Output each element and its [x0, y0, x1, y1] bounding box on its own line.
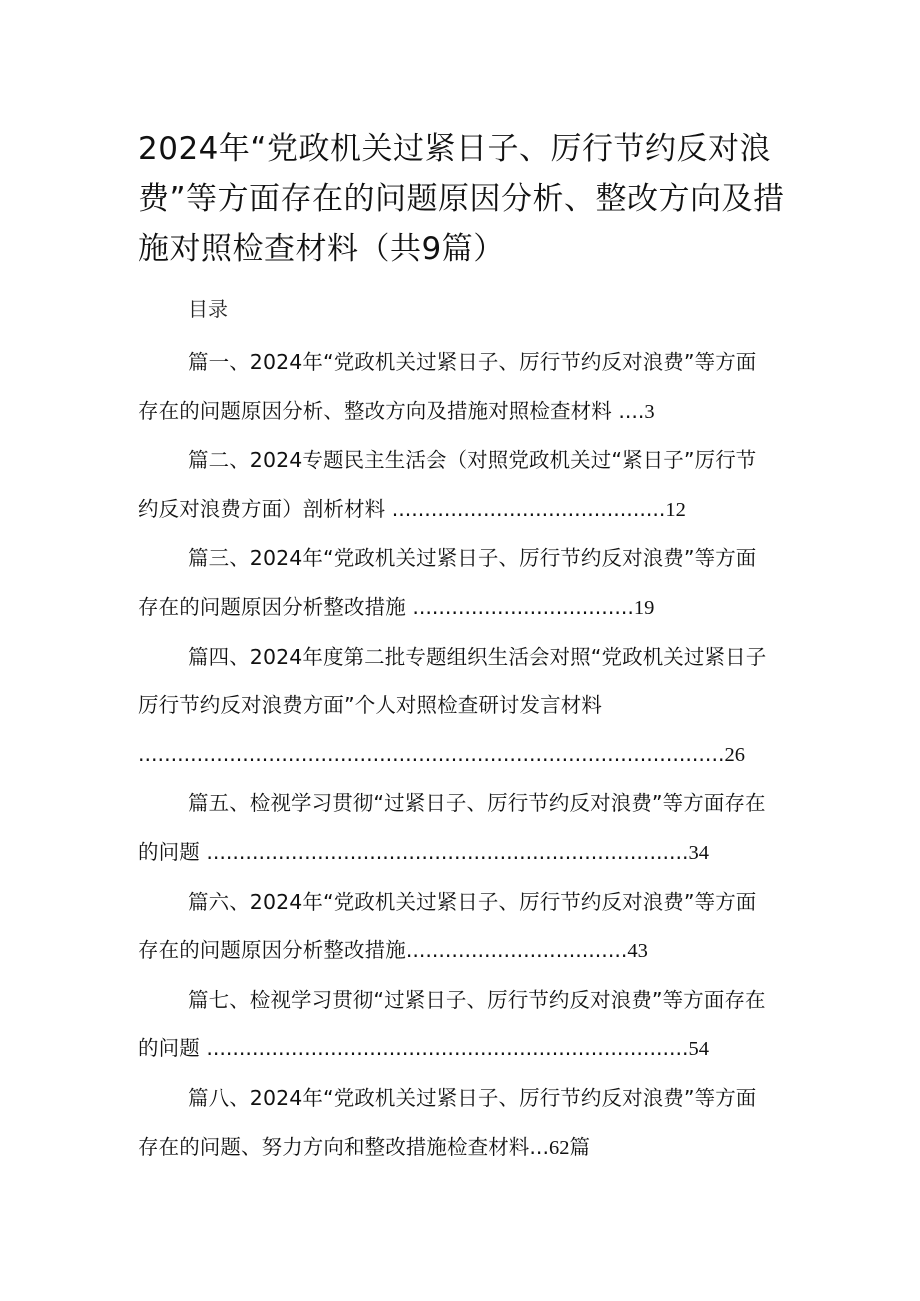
toc-entry-5[interactable] — [138, 779, 770, 877]
toc-page-number: 62篇 — [548, 1136, 590, 1159]
toc-entry-text: 篇一、2024年“党政机关过紧日子、厉行节约反对浪费”等方面存在的问题原因分析、整改方向及措施对照检查材料 — [138, 350, 757, 423]
toc-page-number: 43 — [627, 940, 648, 963]
toc-entry-6[interactable] — [138, 878, 770, 976]
toc-entry-4[interactable] — [138, 633, 770, 780]
toc-page-number: 34 — [688, 841, 710, 864]
toc-page-number: 3 — [644, 400, 655, 423]
toc-dot-leader: ... — [529, 1134, 549, 1159]
toc-page-number: 12 — [665, 498, 686, 521]
toc-entry-text: 篇三、2024年“党政机关过紧日子、厉行节约反对浪费”等方面存在的问题原因分析整改措施 — [138, 546, 757, 619]
toc-dot-leader: .................................. — [405, 938, 628, 963]
toc-page-number: 54 — [688, 1038, 710, 1061]
toc-entry-2[interactable] — [138, 436, 770, 534]
toc-entry-text: 篇六、2024年“党政机关过紧日子、厉行节约反对浪费”等方面存在的问题原因分析整改措施 — [138, 889, 757, 963]
table-of-contents — [138, 338, 770, 1172]
toc-entry-text: 篇七、检视学习贯彻“过紧日子、厉行节约反对浪费”等方面存在的问题 — [138, 987, 766, 1061]
toc-dot-leader: .... — [611, 398, 645, 423]
toc-entry-8[interactable] — [138, 1074, 770, 1172]
toc-entry-text: 篇五、检视学习贯彻“过紧日子、厉行节约反对浪费”等方面存在的问题 — [138, 791, 766, 864]
toc-entry-text: 篇八、2024年“党政机关过紧日子、厉行节约反对浪费”等方面存在的问题、努力方向和整改措施检查材料 — [138, 1085, 757, 1159]
document-title: 2024年“党政机关过紧日子、厉行节约反对浪费”等方面存在的问题原因分析、整改方向及措施对照检查材料（共9篇） — [138, 131, 785, 267]
toc-entry-3[interactable] — [138, 534, 770, 632]
toc-entry-1[interactable] — [138, 338, 770, 436]
toc-dot-leader: .......................................................................................... — [138, 741, 725, 766]
toc-entry-text: 篇四、2024年度第二批专题组织生活会对照“党政机关过紧日子厉行节约反对浪费方面”个人对照检查研讨发言材料 — [138, 644, 767, 718]
toc-dot-leader: .................................. — [405, 594, 634, 619]
toc-dot-leader: .......................................................................... — [199, 839, 689, 864]
toc-heading: 目录 — [188, 297, 228, 321]
toc-page-number: 19 — [633, 596, 655, 619]
toc-dot-leader: .......................................................................... — [199, 1036, 689, 1061]
toc-entry-7[interactable] — [138, 976, 770, 1074]
toc-dot-leader: .......................................... — [385, 496, 666, 521]
toc-entry-text: 篇二、2024专题民主生活会（对照党政机关过“紧日子”厉行节约反对浪费方面）剖析材料 — [138, 448, 757, 521]
toc-page-number: 26 — [724, 743, 745, 766]
